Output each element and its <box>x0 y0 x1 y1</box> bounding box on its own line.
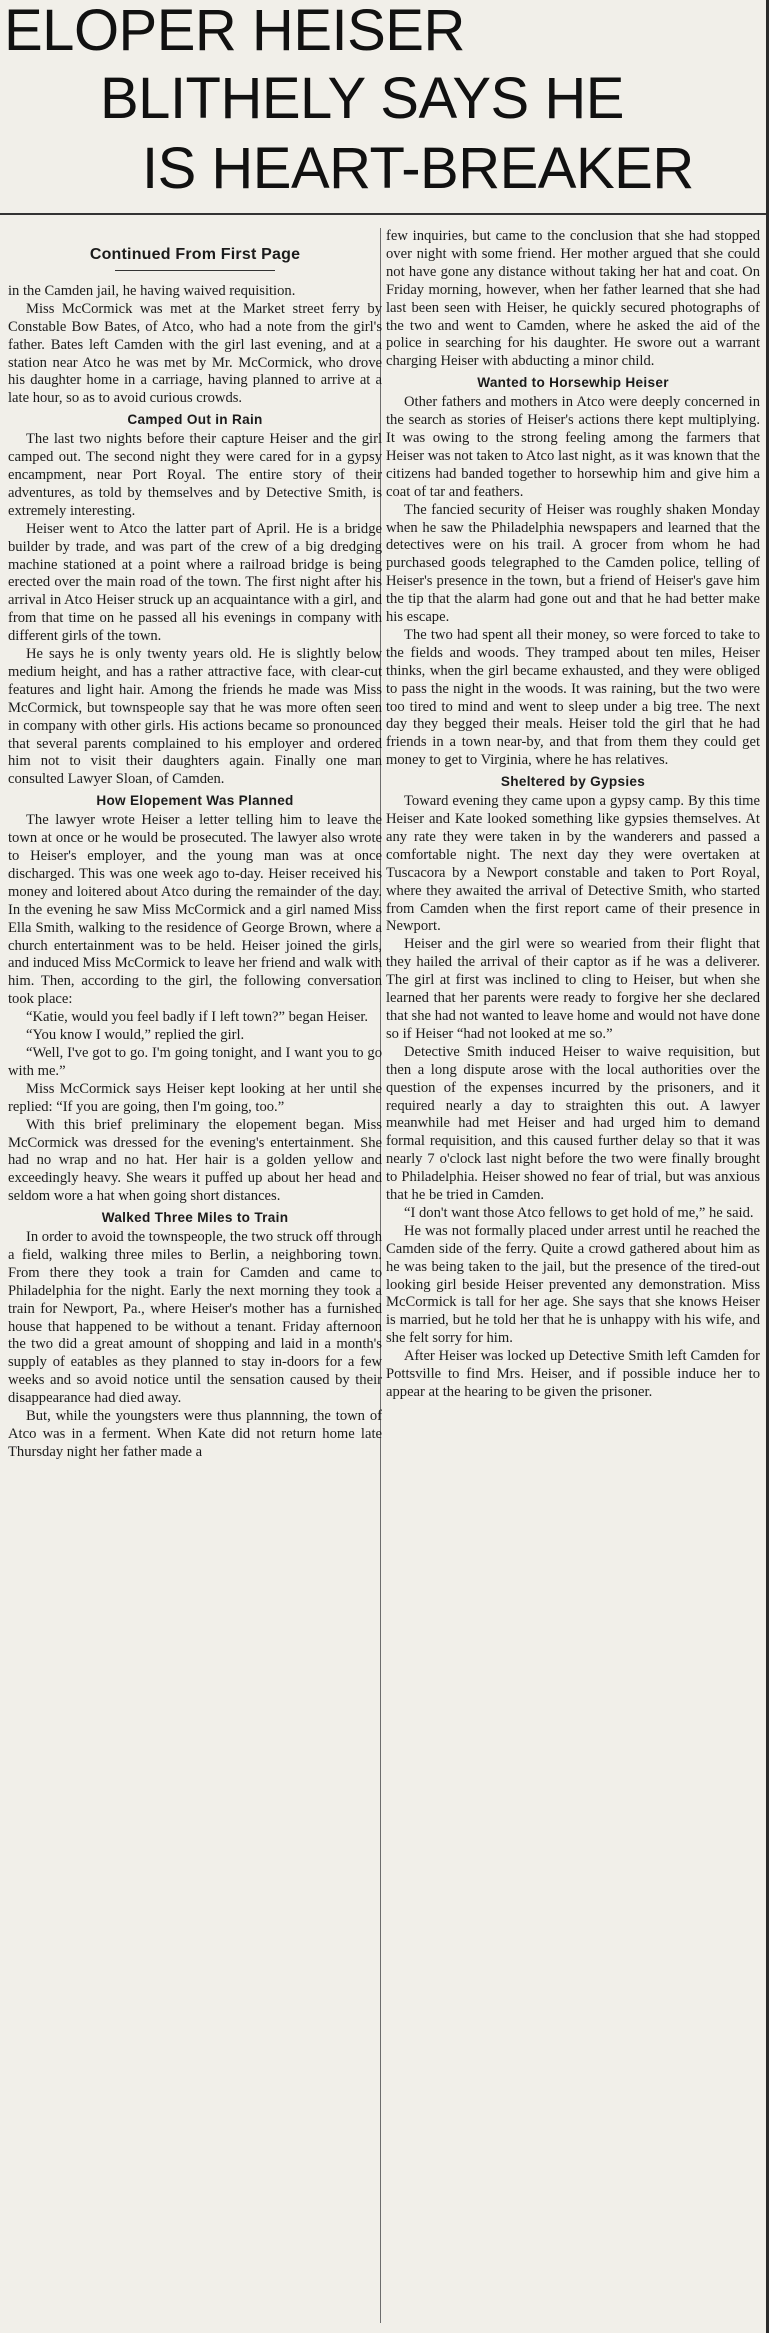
paragraph: The last two nights before their capture Heiser and the girl camped out. The second night they were cared for in a gypsy encampment, near Port Royal. The entire story of their adventures, as told by themselves and by Detective Smith, is extremely interesting. <box>8 431 382 519</box>
paragraph: Other fathers and mothers in Atco were deeply concerned in the search as stories of Heiser's actions there kept multiplying. It was owing to the strong feeling among the farmers that Heiser was not taken to Atco last night, as it was known that the citizens had banded together to horsewhip him and give him a coat of tar and feathers. <box>386 394 760 500</box>
subheading-elopement-planned: How Elopement Was Planned <box>96 793 294 809</box>
paragraph: “Katie, would you feel badly if I left town?” began Heiser. <box>26 1009 369 1026</box>
paragraph: Toward evening they came upon a gypsy camp. By this time Heiser and Kate looked something like gypsies themselves. At any rate they were taken in by the wanderers and passed a comfortable night. The next day they were overtaken at Tuscacora by a Newport constable and taken to Port Royal, where they awaited the arrival of Detective Smith, who started from Camden when the first report came of their presence in Newport. <box>386 793 760 935</box>
subheading-camped-out: Camped Out in Rain <box>127 412 263 428</box>
paragraph: Heiser and the girl were so wearied from their flight that they hailed the arrival of their captor as if he was a deliverer. The girl at first was inclined to cling to Heiser, but when she learned that her parents were ready to forgive her she declared that she had not wanted to leave home and would not have done so if Heiser “had not looked at me so.” <box>386 936 760 1042</box>
paragraph: In order to avoid the townspeople, the two struck off through a field, walking three miles to Berlin, a neighboring town. From there they took a train for Camden and came to Philadelphia for the night. Early the next morning they took a train for Newport, Pa., where Heiser's mother has a furnished house that happened to be without a tenant. Friday afternoon the two did a great amount of shopping and laid in a month's supply of eatables as they planned to stay in-doors for a few weeks and so avoid notice until the sensation caused by their disappearance had died away. <box>8 1229 382 1407</box>
paragraph: The fancied security of Heiser was roughly shaken Monday when he saw the Philadelphia newspapers and learned that the detectives were on his trail. A grocer from whom he had purchased goods telegraphed to the Camden police, telling of Heiser's presence in the town, but a friend of Heiser's gave him the tip that the alarm had gone out and that he had better make his escape. <box>386 501 760 626</box>
paragraph: Heiser went to Atco the latter part of April. He is a bridge builder by trade, and was part of the crew of a big dredging machine stationed at a point where a railroad bridge is being erected over the main road of the town. The first night after his arrival in Atco Heiser struck up an acquaintance with a girl, and from that time on he passed all his evenings in company with different girls of the town. <box>8 520 382 645</box>
paragraph: few inquiries, but came to the conclusion that she had stopped over night with some friend. Her mother argued that she could not have gone any distance without taking her hat and coat. On Friday morning, however, when her father learned that she had last been seen with Heiser, he quickly secured photographs of the two and went to Camden, where he asked the aid of the police in searching for his daughter. He swore out a warrant charging Heiser with abducting a minor child. <box>386 228 760 370</box>
paragraph: The two had spent all their money, so were forced to take to the fields and woods. They tramped about ten miles, Heiser thinks, when the girl became exhausted, and they were obliged to pass the night in the woods. It was raining, but the two were too tired to mind and went to sleep under a big tree. The next day they begged their meals. Heiser told the girl that he had friends in a town near-by, and that from them they could get money to get to Virginia, where he has relatives. <box>386 626 760 769</box>
paragraph: “I don't want those Atco fellows to get hold of me,” he said. <box>404 1204 754 1221</box>
paragraph: “Well, I've got to go. I'm going tonight, and I want you to go with me.” <box>8 1044 382 1079</box>
subheading-walked-three-miles: Walked Three Miles to Train <box>101 1210 289 1226</box>
right-column <box>386 228 760 1402</box>
left-column <box>8 228 382 1462</box>
subheading-gypsies: Sheltered by Gypsies <box>500 774 646 790</box>
paragraph: He says he is only twenty years old. He is slightly below medium height, and has a rather attractive face, with clear-cut features and light hair. Among the friends he made was Miss McCormick, but townspeople say that he was more often seen in company with other girls. His actions became so pronounced that several parents complained to his employer and ordered him not to visit their daughters again. Finally one man consulted Lawyer Sloan, of Camden. <box>8 646 382 788</box>
paragraph: The lawyer wrote Heiser a letter telling him to leave the town at once or he would be prosecuted. The lawyer also wrote to Heiser's employer, and the young man was at once discharged. This was one week ago to-day. Heiser received his money and loitered about Atco during the remainder of the day. In the evening he saw Miss McCormick and a girl named Miss Ella Smith, walking to the residence of George Brown, where a church entertainment was to be held. Heiser joined the girls, and induced Miss McCormick to leave her friend and walk with him. Then, according to the girl, the following conversation took place: <box>8 812 382 1008</box>
headline-rule <box>0 213 766 215</box>
subheading-horsewhip: Wanted to Horsewhip Heiser <box>477 375 669 391</box>
paragraph: After Heiser was locked up Detective Smith left Camden for Pottsville to find Mrs. Heiser, and if possible induce her to appear at the hearing to be given the prisoner. <box>386 1348 760 1400</box>
headline-line-2: BLITHELY SAYS HE <box>100 66 624 131</box>
paragraph: in the Camden jail, he having waived requisition. <box>8 282 296 299</box>
paragraph: But, while the youngsters were thus plannning, the town of Atco was in a ferment. When Kate did not return home late Thursday night her father made a <box>8 1408 382 1460</box>
paragraph: “You know I would,” replied the girl. <box>26 1027 245 1044</box>
paragraph: Miss McCormick was met at the Market street ferry by Constable Bow Bates, of Atco, who had a note from the girl's father. Bates left Camden with the girl last evening, and at a station near Atco he was met by Mr. McCormick, who drove his daughter home in a carriage, having planned to arrive at a late hour, so as to avoid curious crowds. <box>8 300 382 407</box>
continued-label: Continued From First Page <box>89 246 301 263</box>
paragraph: With this brief preliminary the elopement began. Miss McCormick was dressed for the evening's entertainment. She had no wrap and no hat. Her hair is a golden yellow and exceedingly heavy. She wears it puffed up about her head and seldom wore a hat when going short distances. <box>8 1116 382 1205</box>
headline-line-3: IS HEART-BREAKER <box>142 136 694 201</box>
paragraph: Detective Smith induced Heiser to waive requisition, but then a long dispute arose with the local authorities over the question of the expenses incurred by the prisoners, and it required nearly a day to straighten this out. A lawyer meanwhile had met Heiser and had urged him to demand formal requisition, and this caused further delay so that it was nearly 7 o'clock last night before the two were finally brought to Philadelphia. Heiser showed no fear of trial, but was anxious that he be tried in Camden. <box>386 1043 760 1204</box>
continued-rule <box>115 270 275 271</box>
paragraph: He was not formally placed under arrest until he reached the Camden side of the ferry. Quite a crowd gathered about him as he was being taken to the jail, but the presence of the tired-out looking girl beside Heiser prevented any demonstration. Miss McCormick is tall for her age. She says that she knows Heiser is married, but he told her that he is unhappy with his wife, and she felt sorry for him. <box>386 1222 760 1347</box>
paragraph: Miss McCormick says Heiser kept looking at her until she replied: “If you are going, then I'm going, too.” <box>8 1080 382 1115</box>
headline-line-1: ELOPER HEISER <box>4 0 465 63</box>
